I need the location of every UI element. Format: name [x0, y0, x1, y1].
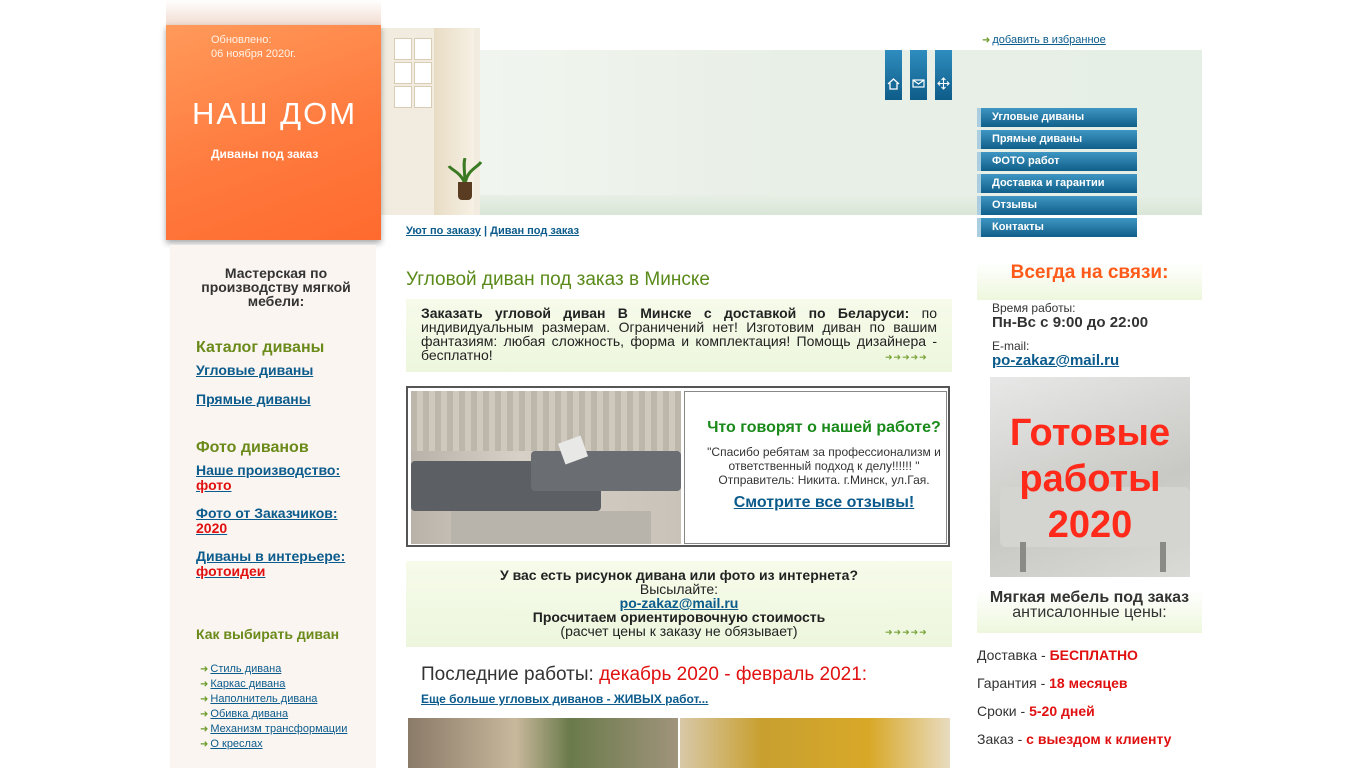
- choose-link[interactable]: Обивка дивана: [210, 708, 289, 720]
- catalog-heading: Каталог диваны: [196, 339, 325, 356]
- updated-date: 06 ноября 2020г.: [211, 48, 296, 60]
- menu-item-reviews[interactable]: Отзывы: [977, 196, 1137, 215]
- photo-link-customers[interactable]: [196, 506, 338, 536]
- term-delivery: [977, 647, 1138, 663]
- photo-heading: Фото диванов: [196, 439, 309, 456]
- hours-label: Время работы:: [992, 301, 1076, 315]
- breadcrumb: [406, 225, 579, 237]
- mail-icon[interactable]: [910, 50, 927, 100]
- photo-link-interior[interactable]: [196, 549, 345, 579]
- term-value: БЕСПЛАТНО: [1049, 647, 1138, 663]
- term-value: 18 месяцев: [1049, 675, 1128, 691]
- plant-icon: [447, 158, 483, 184]
- arrow-icon: ➜: [982, 35, 991, 46]
- intro-rest: по индивидуальным размерам. Ограничений нет! Изготовим диван по вашим фантазиям: любая сложность, форма и комплектация! Помощь дизайнера - бесплатно!: [421, 305, 937, 363]
- choose-list: [200, 662, 347, 752]
- reviews-quote-text: "Спасибо ребятам за профессионализм и ответственный подход к делу!!!!!! ": [707, 445, 941, 473]
- arrow-icon: ➜: [200, 724, 209, 735]
- photo-link-interior-a: Диваны в интерьере:: [196, 548, 346, 564]
- latest-works-link[interactable]: Еще больше угловых диванов - ЖИВЫХ работ...: [421, 692, 709, 706]
- list-item: [200, 692, 347, 707]
- ready-works-text: Готовые работы 2020: [1009, 412, 1171, 546]
- term-label: Гарантия -: [977, 675, 1050, 691]
- order-question: У вас есть рисунок дивана или фото из интернета?: [499, 567, 859, 583]
- catalog-link-corner[interactable]: Угловые диваны: [196, 362, 314, 378]
- arrow-icon: ➜: [200, 709, 209, 720]
- sitemap-icon[interactable]: [935, 50, 952, 100]
- contact-title: Всегда на связи:: [1010, 262, 1169, 283]
- order-send: Высылайте:: [639, 581, 719, 597]
- order-text: [406, 568, 952, 638]
- choose-link[interactable]: Механизм трансформации: [210, 723, 348, 735]
- menu-item-contacts[interactable]: Контакты: [977, 218, 1137, 237]
- list-item: [200, 722, 347, 737]
- arrow-icon: ➜: [200, 694, 209, 705]
- breadcrumb-separator: |: [483, 225, 488, 237]
- choose-link[interactable]: Каркас дивана: [210, 678, 286, 690]
- choose-heading: Как выбирать диван: [196, 626, 340, 642]
- menu-item-delivery[interactable]: Доставка и гарантии: [977, 174, 1137, 193]
- term-label: Доставка -: [977, 647, 1050, 663]
- photo-link-production-a: Наше производство:: [196, 462, 341, 478]
- sofa-photo[interactable]: [411, 391, 681, 544]
- list-item: [200, 737, 347, 752]
- choose-link[interactable]: О креслах: [210, 738, 263, 750]
- order-note: (расчет цены к заказу не обязывает): [560, 623, 798, 639]
- breadcrumb-link-home[interactable]: Уют по заказу: [406, 225, 481, 237]
- arrow-icon: ➜: [200, 679, 209, 690]
- arrow-icon: ➜: [200, 664, 209, 675]
- photo-link-production-b: фото: [196, 477, 232, 493]
- term-warranty: [977, 675, 1128, 691]
- breadcrumb-link-current[interactable]: Диван под заказ: [490, 225, 580, 237]
- photo-link-production[interactable]: [196, 463, 340, 493]
- list-item: [200, 677, 347, 692]
- order-email-link[interactable]: po-zakaz@mail.ru: [619, 595, 739, 611]
- term-time: [977, 703, 1095, 719]
- logo-shadow: [166, 0, 381, 25]
- page-title: Угловой диван под заказ в Минске: [406, 269, 710, 290]
- intro-text: [421, 306, 937, 362]
- main-menu: [977, 108, 1137, 240]
- soft-title-sub: антисалонные цены:: [1012, 604, 1167, 621]
- arrows-decoration-icon: ➜➜➜➜➜: [885, 627, 928, 637]
- arrow-icon: ➜: [200, 739, 209, 750]
- choose-link[interactable]: Стиль дивана: [210, 663, 282, 675]
- photo-link-interior-b: фотоидеи: [196, 563, 266, 579]
- latest-label: Последние работы:: [421, 664, 594, 685]
- reviews-quote: [704, 445, 944, 487]
- soft-furniture-title: [977, 590, 1202, 620]
- reviews-link[interactable]: Смотрите все отзывы!: [733, 494, 915, 511]
- reviews-sender: Отправитель: Никита. г.Минск, ул.Гая.: [718, 473, 930, 487]
- choose-link[interactable]: Наполнитель дивана: [210, 693, 318, 705]
- arrows-decoration-icon: ➜➜➜➜➜: [885, 352, 928, 362]
- term-order: [977, 731, 1171, 747]
- list-item: [200, 707, 347, 722]
- site-subtitle: Диваны под заказ: [211, 147, 319, 161]
- list-item: [200, 662, 347, 677]
- order-calc: Просчитаем ориентировочную стоимость: [532, 609, 826, 625]
- term-label: Заказ -: [977, 731, 1027, 747]
- photo-link-customers-a: Фото от Заказчиков:: [196, 505, 338, 521]
- term-label: Сроки -: [977, 703, 1030, 719]
- favorites-link-wrap: [982, 34, 1106, 46]
- term-value: с выездом к клиенту: [1026, 731, 1172, 747]
- plant-pot: [458, 182, 472, 200]
- menu-item-corner-sofas[interactable]: Угловые диваны: [977, 108, 1137, 127]
- favorites-link[interactable]: добавить в избранное: [992, 34, 1106, 46]
- email-link[interactable]: po-zakaz@mail.ru: [992, 352, 1120, 369]
- latest-period: декабрь 2020 - февраль 2021:: [599, 664, 868, 685]
- menu-item-photo[interactable]: ФОТО работ: [977, 152, 1137, 171]
- soft-title-main: Мягкая мебель под заказ: [989, 589, 1190, 606]
- work-photo-1[interactable]: [408, 718, 678, 768]
- latest-works-title: [421, 664, 867, 686]
- email-label: E-mail:: [992, 339, 1030, 353]
- reviews-title: Что говорят о нашей работе?: [707, 419, 941, 436]
- term-value: 5-20 дней: [1029, 703, 1095, 719]
- work-photo-2[interactable]: [680, 718, 950, 768]
- left-intro: Мастерская по производству мягкой мебели:: [201, 265, 351, 309]
- site-title: НАШ ДОМ: [192, 96, 358, 131]
- updated-label: Обновлено:: [211, 34, 272, 46]
- menu-item-straight-sofas[interactable]: Прямые диваны: [977, 130, 1137, 149]
- photo-link-customers-b: 2020: [196, 520, 228, 536]
- catalog-link-straight[interactable]: Прямые диваны: [196, 391, 311, 407]
- hours-value: Пн-Вс с 9:00 до 22:00: [992, 314, 1149, 331]
- home-icon[interactable]: [885, 50, 902, 100]
- intro-bold: Заказать угловой диван В Минске с доставкой по Беларуси:: [421, 305, 910, 321]
